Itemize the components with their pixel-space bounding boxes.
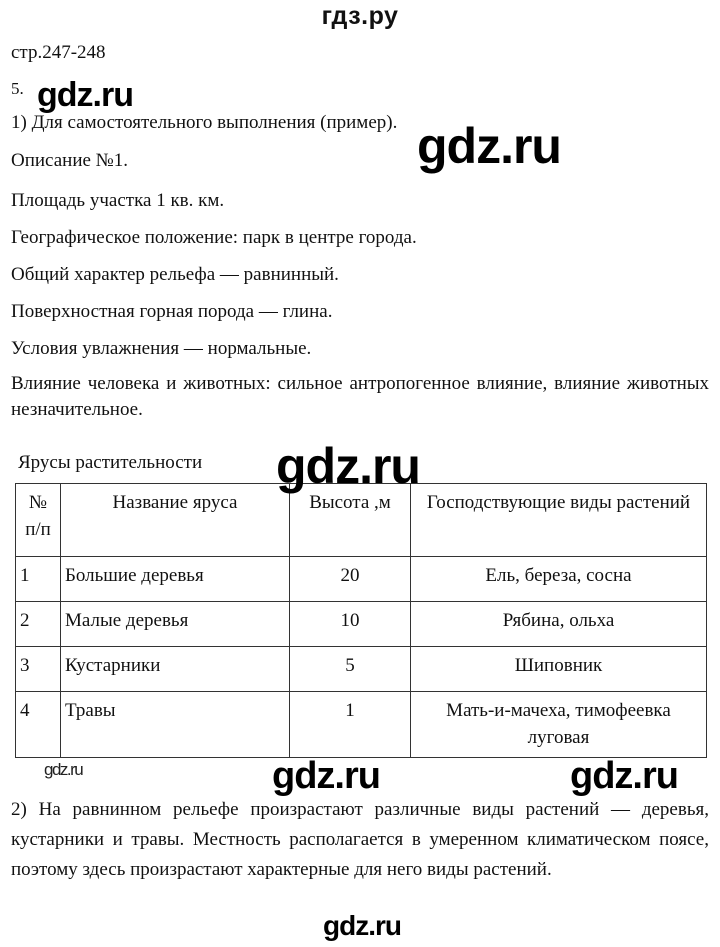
page-reference: стр.247-248 [11,42,106,63]
moisture-line: Условия увлажнения — нормальные. [11,338,312,359]
cell-tier-name: Малые деревья [61,602,290,647]
header-dominant-species: Господствующие виды растений [411,484,707,557]
watermark: gdz.ru [276,438,420,494]
task-number: 5. [11,79,24,98]
cell-tier-name: Большие деревья [61,557,290,602]
table-row [16,647,707,692]
cell-species: Ель, береза, сосна [411,557,707,602]
cell-species: Рябина, ольха [411,602,707,647]
part1-intro: 1) Для самостоятельного выполнения (пример). [11,112,398,133]
cell-height: 1 [290,692,411,758]
cell-tier-name: Травы [61,692,290,758]
table-caption: Ярусы растительности [18,452,203,473]
table-row [16,557,707,602]
part2-paragraph: 2) На равнинном рельефе произрастают различные виды растений — деревья, кустарники и травы. Местность располагается в умеренном климатическом поясе, поэтому здесь произрастают характерные для него виды растений. [11,799,709,880]
area-line: Площадь участка 1 кв. км. [11,190,225,211]
cell-height: 5 [290,647,411,692]
location-line: Географическое положение: парк в центре города. [11,227,417,248]
header-number: № п/п [16,484,61,557]
watermark-small: gdz.ru [44,760,83,779]
cell-height: 20 [290,557,411,602]
cell-number: 3 [16,647,61,692]
watermark: gdz.ru [323,910,401,941]
site-header-title: гдз.ру [321,2,399,30]
table-row [16,602,707,647]
cell-species: Мать-и-мачеха, тимофеевка луговая [411,692,707,758]
relief-line: Общий характер рельефа — равнинный. [11,264,339,285]
description-title: Описание №1. [11,150,129,171]
header-height: Высота ,м [290,484,411,557]
cell-tier-name: Кустарники [61,647,290,692]
rock-line: Поверхностная горная порода — глина. [11,301,333,322]
watermark: gdz.ru [272,755,380,797]
header-tier-name: Название яруса [61,484,290,557]
influence-paragraph: Влияние человека и животных: сильное антропогенное влияние, влияние животных незначительное. [11,373,709,420]
watermark: gdz.ru [570,755,678,797]
vegetation-tiers-table [15,483,707,758]
watermark: gdz.ru [417,118,561,174]
cell-height: 10 [290,602,411,647]
cell-number: 2 [16,602,61,647]
cell-number: 4 [16,692,61,758]
cell-species: Шиповник [411,647,707,692]
table-row [16,692,707,758]
cell-number: 1 [16,557,61,602]
watermark: gdz.ru [37,76,133,114]
